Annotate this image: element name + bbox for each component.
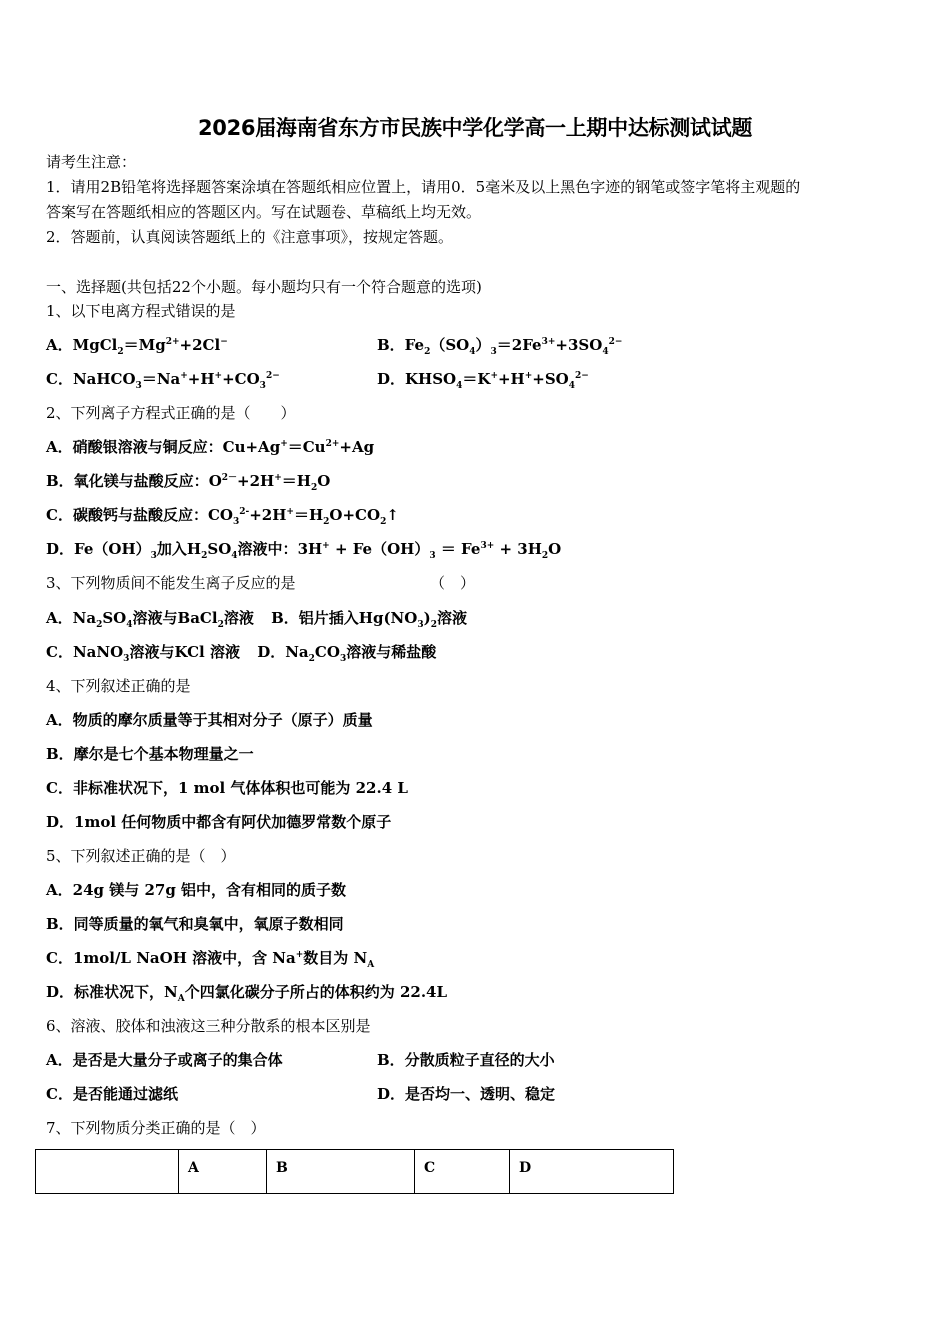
q1-option-a: A．$MgCl_2=Mg^{2+}+2Cl^-$ (46, 336, 228, 357)
q4-stem: 4、下列叙述正确的是 (46, 677, 191, 695)
q3-row-ab (46, 608, 467, 628)
notice-line-1b: 答案写在答题纸相应的答题区内。写在试题卷、草稿纸上均无效。 (46, 203, 482, 221)
q3-option-b: B．铝片插入$Hg(NO_3)_2$溶液 (271, 609, 467, 630)
table-header-cell (36, 1150, 179, 1194)
q5-option-c: C．1mol/L NaOH 溶液中，含 Na+数目为 $N_A$ (46, 949, 375, 970)
q6-option-a: A．是否是大量分子或离子的集合体 (46, 1051, 283, 1069)
table-header-cell: C (415, 1150, 510, 1194)
q6-option-c: C．是否能通过滤纸 (46, 1085, 178, 1103)
q1-row-cd (46, 369, 906, 389)
notice-line-2: 2．答题前，认真阅读答题纸上的《注意事项》，按规定答题。 (46, 228, 454, 246)
q2-option-d: D．$Fe(OH)_3$加入$H_2SO_4$溶液中：$3H^+ + Fe(OH)_3 = Fe^{3+} + 3H_2O$ (46, 540, 562, 561)
q4-option-c: C．非标准状况下，1 mol 气体体积也可能为 22.4 L (46, 779, 408, 797)
q2-option-a: A．硝酸银溶液与铜反应：$Cu+Ag^+=Cu^{2+}+Ag$ (46, 438, 375, 456)
q6-row-ab (46, 1050, 906, 1070)
q3-stem-row (46, 573, 906, 593)
page-title: 2026届海南省东方市民族中学化学高一上期中达标测试试题 (197, 116, 753, 140)
notice-line-1a: 1．请用2B铅笔将选择题答案涂填在答题纸相应位置上，请用0．5毫米及以上黑色字迹的钢笔或签字笔将主观题的 (46, 178, 801, 196)
q2-stem: 2、下列离子方程式正确的是（ ） (46, 404, 296, 422)
q4-option-d: D．1mol 任何物质中都含有阿伏加德罗常数个原子 (46, 813, 392, 831)
q1-option-b: B．$Fe_2(SO_4)_3=2Fe^{3+}+3SO_4^{2-}$ (377, 336, 623, 357)
notice-header: 请考生注意： (46, 153, 137, 171)
q3-answer-paren: （ ） (430, 574, 476, 592)
q4-option-a: A．物质的摩尔质量等于其相对分子（原子）质量 (46, 711, 373, 729)
q3-option-c: C．NaNO$_3$溶液与KCl 溶液 (46, 643, 240, 664)
q3-option-a: A．$Na_2SO_4$溶液与BaCl$_2$溶液 (46, 609, 254, 630)
q5-option-a: A．24g 镁与 27g 铝中，含有相同的质子数 (46, 881, 347, 899)
q5-option-b: B．同等质量的氧气和臭氧中，氧原子数相同 (46, 915, 344, 933)
q1-option-d: D．$KHSO_4=K^++H^++SO_4^{2-}$ (377, 370, 589, 391)
table-row (36, 1150, 674, 1194)
q6-option-b: B．分散质粒子直径的大小 (377, 1051, 555, 1069)
q1-option-c: C．$NaHCO_3=Na^++H^++CO_3^{2-}$ (46, 370, 280, 391)
q2-option-c: C．碳酸钙与盐酸反应：$CO_3^{2-}+2H^+=H_2O+CO_2↑$ (46, 506, 399, 527)
q4-option-b: B．摩尔是七个基本物理量之一 (46, 745, 254, 763)
q1-stem: 1、以下电离方程式错误的是 (46, 302, 236, 320)
q2-option-b: B．氧化镁与盐酸反应：$O^{2-}+2H^+=H_2O$ (46, 472, 331, 493)
section-heading: 一、选择题(共包括22个小题。每小题均只有一个符合题意的选项) (46, 278, 482, 296)
table-header-cell: D (510, 1150, 674, 1194)
q3-stem: 3、下列物质间不能发生离子反应的是 (46, 574, 296, 592)
table-header-cell: A (179, 1150, 267, 1194)
q3-option-d: D．$Na_2CO_3$溶液与稀盐酸 (257, 643, 437, 664)
q1-row-ab (46, 335, 906, 355)
q5-option-d: D．标准状况下，$N_A$个四氯化碳分子所占的体积约为 22.4L (46, 983, 448, 1004)
q6-row-cd (46, 1084, 906, 1104)
q5-stem: 5、下列叙述正确的是（ ） (46, 847, 236, 865)
q7-table (35, 1149, 674, 1194)
q3-row-cd (46, 642, 436, 662)
q7-stem: 7、下列物质分类正确的是（ ） (46, 1119, 266, 1137)
table-header-cell: B (267, 1150, 415, 1194)
q6-stem: 6、溶液、胶体和浊液这三种分散系的根本区别是 (46, 1017, 371, 1035)
q6-option-d: D．是否均一、透明、稳定 (377, 1085, 556, 1103)
